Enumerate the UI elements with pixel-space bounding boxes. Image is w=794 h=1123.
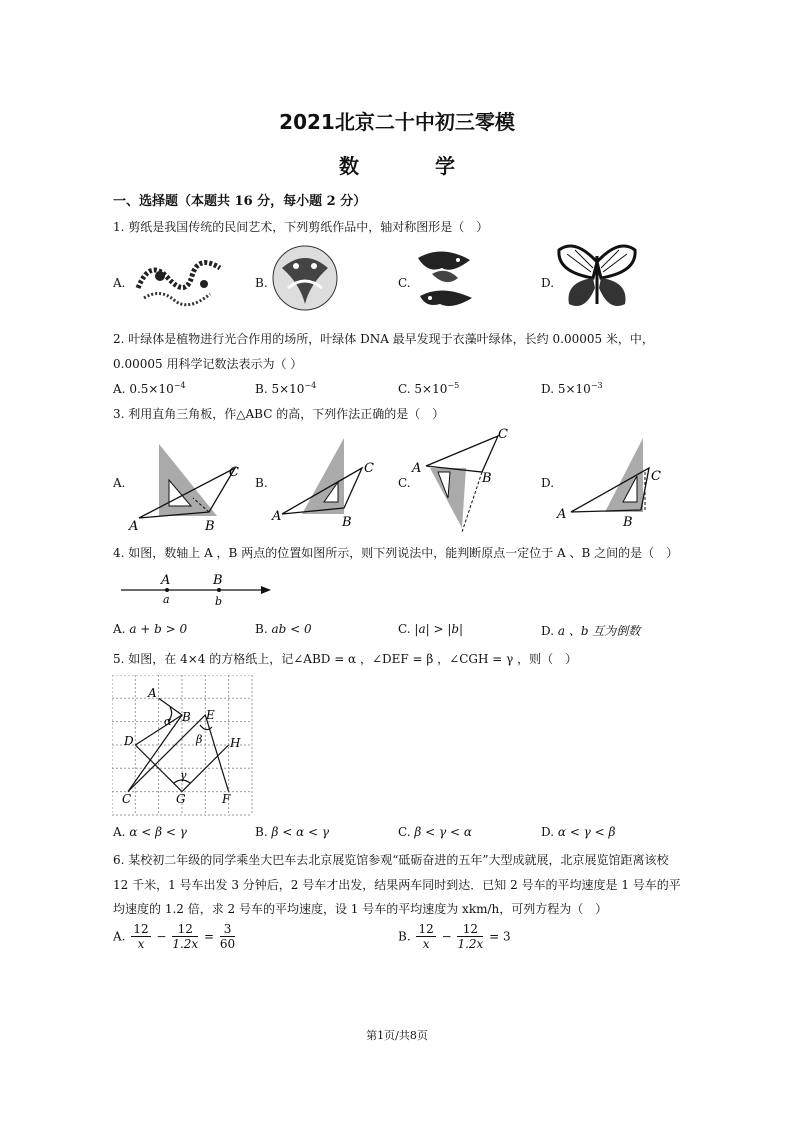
- q6-option-b: B. $\frac{12}{x}$ − $\frac{12}{1.2x}$ = 3: [398, 922, 511, 951]
- q1-label-c: C.: [398, 276, 411, 290]
- angle-gamma: γ: [180, 769, 187, 782]
- vertex-a: A: [412, 461, 422, 476]
- q4-option-b: B. ab < 0: [255, 622, 312, 636]
- point-e: E: [206, 708, 215, 722]
- vertex-c: C: [498, 428, 508, 442]
- q1-label-a: A.: [113, 276, 126, 290]
- q3-figure-d: [553, 436, 668, 528]
- q3-figure-b: [268, 436, 383, 528]
- vertex-c: C: [229, 465, 239, 480]
- angle-beta: β: [196, 733, 203, 746]
- vertex-a: A: [557, 507, 567, 522]
- q3-label-d: D.: [541, 476, 555, 490]
- question-4-stem: 4. 如图，数轴上 A ，B 两点的位置如图所示，则下列说法中，能判断原点一定位于 A 、B 之间的是（ ）: [113, 546, 679, 560]
- question-6-stem-line3: 均速度的 1.2 倍，求 2 号车的平均速度，设 1 号车的平均速度为 xkm/h，可列方程为（ ）: [113, 902, 608, 916]
- vertex-c: C: [364, 461, 374, 476]
- q2-option-c: C. $5\times 10^{-5}$: [398, 381, 460, 396]
- q2-option-d: D. $5\times 10^{-3}$: [541, 381, 603, 396]
- q1-label-b: B.: [255, 276, 268, 290]
- q2-option-a: A. $0.5\times 10^{-4}$: [113, 381, 186, 396]
- q5-option-c: C. β < γ < α: [398, 825, 472, 839]
- q4-option-a: A. a + b > 0: [113, 622, 188, 636]
- point-a-label: A: [161, 573, 171, 588]
- value-b-label: b: [215, 595, 223, 608]
- vertex-a: A: [272, 509, 282, 524]
- section-title: 一、选择题（本题共 16 分，每小题 2 分）: [113, 194, 367, 209]
- q4-option-c: C. |a| > |b|: [398, 622, 464, 636]
- dragon-papercut-image: [130, 248, 230, 310]
- vertex-b: B: [482, 471, 492, 486]
- fish-papercut-image: [412, 244, 478, 312]
- q4-option-d: D. a 、b 互为倒数: [541, 624, 641, 638]
- point-g: G: [176, 792, 186, 806]
- grid-figure: [112, 675, 254, 817]
- q3-label-c: C.: [398, 476, 411, 490]
- angle-alpha: α: [164, 715, 172, 728]
- point-f: F: [222, 792, 231, 806]
- q2-option-b: B. $5\times 10^{-4}$: [255, 381, 317, 396]
- page-title: 2021北京二十中初三零模: [279, 110, 515, 134]
- vertex-b: B: [205, 519, 215, 532]
- vertex-b: B: [623, 515, 633, 528]
- subject-title: 数 学: [339, 154, 483, 178]
- question-2-stem-line2: 0.00005 用科学记数法表示为（ ）: [113, 357, 303, 371]
- point-h: H: [230, 736, 241, 750]
- point-b-label: B: [213, 573, 223, 588]
- point-a: A: [148, 686, 157, 700]
- q3-figure-c: [408, 428, 518, 534]
- butterfly-papercut-image: [555, 242, 639, 314]
- q5-option-b: B. β < α < γ: [255, 825, 330, 839]
- vertex-b: B: [342, 515, 352, 528]
- q5-option-a: A. α < β < γ: [113, 825, 187, 839]
- q5-option-d: D. α < γ < β: [541, 825, 616, 839]
- q3-figure-a: [125, 440, 250, 532]
- question-6-stem-line1: 6. 某校初二年级的同学乘坐大巴车去北京展览馆参观“砥砺奋进的五年”大型成就展，北京展览馆距离该校: [113, 853, 669, 867]
- question-5-stem: 5. 如图，在 4×4 的方格纸上，记∠ABD = α ，∠DEF = β ，∠CGH = γ ，则（ ）: [113, 652, 578, 666]
- page-footer: 第1页/共8页: [366, 1029, 428, 1042]
- question-2-stem-line1: 2. 叶绿体是植物进行光合作用的场所，叶绿体 DNA 最早发现于衣藻叶绿体，长约 0.00005 米，中，: [113, 332, 654, 346]
- question-3-stem: 3. 利用直角三角板，作△ABC 的高，下列作法正确的是（ ）: [113, 407, 445, 421]
- question-1-stem: 1. 剪纸是我国传统的民间艺术，下列剪纸作品中，轴对称图形是（ ）: [113, 220, 489, 234]
- q3-label-b: B.: [255, 476, 268, 490]
- q6-option-a: A. $\frac{12}{x}$ − $\frac{12}{1.2x}$ = $\frac{3}{60}$: [113, 922, 236, 951]
- q1-label-d: D.: [541, 276, 555, 290]
- q3-label-a: A.: [113, 476, 126, 490]
- circle-papercut-image: [270, 244, 340, 312]
- point-c: C: [122, 792, 132, 806]
- number-line-figure: [113, 570, 273, 610]
- question-6-stem-line2: 12 千米，1 号车出发 3 分钟后，2 号车才出发，结果两车同时到达．已知 2 号车的平均速度是 1 号车的平: [113, 878, 681, 892]
- point-b: B: [182, 710, 191, 724]
- vertex-a: A: [129, 519, 139, 532]
- vertex-c: C: [651, 469, 661, 484]
- point-d: D: [124, 734, 134, 748]
- value-a-label: a: [163, 593, 170, 606]
